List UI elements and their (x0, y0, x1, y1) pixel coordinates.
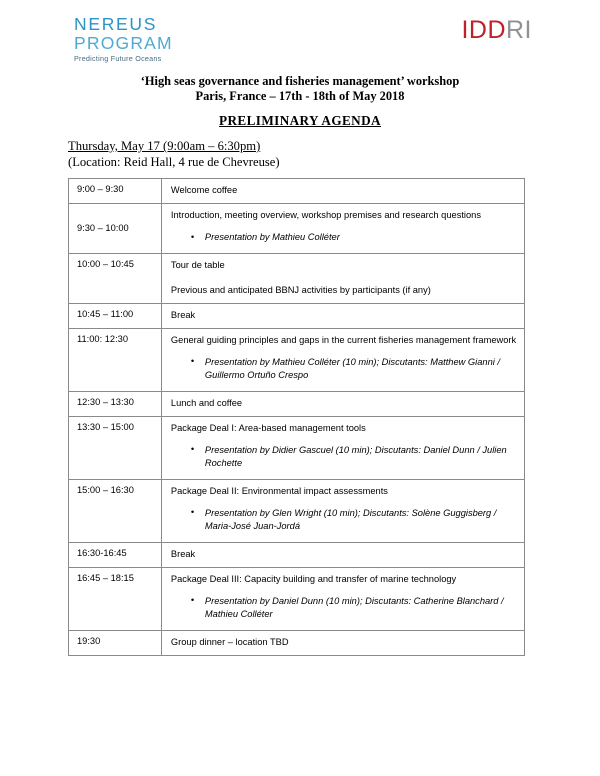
agenda-row-bullet-list (171, 356, 518, 383)
agenda-row (69, 391, 525, 416)
agenda-row-time: 12:30 – 13:30 (69, 391, 162, 416)
agenda-row-description (161, 179, 524, 204)
agenda-row-bullet-item: • Presentation by Mathieu Colléter (205, 231, 518, 245)
agenda-row (69, 303, 525, 328)
agenda-row-time: 9:00 – 9:30 (69, 179, 162, 204)
nereus-program-logo (74, 16, 173, 62)
agenda-row-time: 19:30 (69, 630, 162, 655)
agenda-row-description (161, 630, 524, 655)
agenda-row-time: 10:00 – 10:45 (69, 253, 162, 303)
agenda-row-time: 9:30 – 10:00 (69, 204, 162, 254)
agenda-row-bullet-list (171, 444, 518, 471)
agenda-row-bullet-item: • Presentation by Didier Gascuel (10 min); Discutants: Daniel Dunn / Julien Rochette (205, 444, 518, 471)
agenda-row-time: 16:30-16:45 (69, 542, 162, 567)
document-title (0, 74, 600, 104)
iddri-logo-red-part: IDD (461, 16, 506, 44)
agenda-row-bullet-item: • Presentation by Mathieu Colléter (10 min); Discutants: Matthew Gianni / Guillermo Ortuño Crespo (205, 356, 518, 383)
agenda-row-description (161, 542, 524, 567)
agenda-row-description (161, 391, 524, 416)
agenda-row-main-text: Tour de table (170, 259, 225, 270)
agenda-row-bullet-list (171, 231, 518, 245)
agenda-row-time: 10:45 – 11:00 (69, 303, 162, 328)
agenda-row-bullet-list (171, 507, 518, 534)
agenda-row-time: 15:00 – 16:30 (69, 479, 162, 542)
agenda-row-description (161, 416, 524, 479)
agenda-row-description (161, 479, 524, 542)
agenda-row-main-text: Package Deal I: Area-based management tools (170, 422, 366, 433)
document-title-line1: ‘High seas governance and fisheries management’ workshop (140, 74, 460, 88)
agenda-row-description (161, 328, 524, 391)
agenda-row-main-text: Package Deal II: Environmental impact assessments (170, 485, 388, 496)
agenda-row-secondary-text: Previous and anticipated BBNJ activities by participants (if any) (170, 284, 431, 295)
agenda-heading-text: PRELIMINARY AGENDA (219, 113, 381, 128)
agenda-row (69, 542, 525, 567)
agenda-row-main-text: Break (170, 309, 196, 320)
agenda-row-time: 16:45 – 18:15 (69, 567, 162, 630)
agenda-heading (0, 113, 600, 129)
agenda-row-bullet-item: • Presentation by Daniel Dunn (10 min); Discutants: Catherine Blanchard / Mathieu Colléter (205, 595, 518, 622)
iddri-logo-gray-part: RI (506, 16, 532, 44)
agenda-row (69, 179, 525, 204)
agenda-row (69, 253, 525, 303)
agenda-row-time: 11:00: 12:30 (69, 328, 162, 391)
day-info (68, 138, 280, 170)
agenda-row (69, 204, 525, 254)
agenda-row-time: 13:30 – 15:00 (69, 416, 162, 479)
nereus-logo-tagline: Predicting Future Oceans (74, 54, 162, 63)
agenda-row-main-text: Package Deal III: Capacity building and transfer of marine technology (170, 573, 457, 584)
agenda-row (69, 328, 525, 391)
agenda-row-main-text: General guiding principles and gaps in the current fisheries management framework (170, 334, 517, 345)
agenda-row (69, 567, 525, 630)
agenda-row-description (161, 567, 524, 630)
document-header (0, 12, 600, 72)
agenda-row-description (161, 204, 524, 254)
agenda-table (68, 178, 525, 656)
agenda-row-main-text: Group dinner – location TBD (170, 636, 289, 647)
agenda-row (69, 416, 525, 479)
nereus-logo-line1: NEREUS (74, 14, 158, 34)
agenda-row-main-text: Introduction, meeting overview, workshop premises and research questions (170, 210, 481, 220)
agenda-row (69, 479, 525, 542)
agenda-row-main-text: Break (170, 548, 196, 559)
agenda-row (69, 630, 525, 655)
document-title-line2: Paris, France – 17th - 18th of May 2018 (195, 89, 405, 103)
agenda-table-body (69, 179, 525, 656)
day-info-date: Thursday, May 17 (9:00am – 6:30pm) (68, 139, 261, 153)
agenda-row-description (161, 253, 524, 303)
agenda-row-bullet-item: • Presentation by Glen Wright (10 min); Discutants: Solène Guggisberg / Maria-José Juan-Jordá (205, 507, 518, 534)
agenda-row-main-text: Lunch and coffee (170, 397, 243, 408)
agenda-row-bullet-list (171, 595, 518, 622)
nereus-logo-line2: PROGRAM (74, 32, 173, 53)
day-info-location: (Location: Reid Hall, 4 rue de Chevreuse) (68, 155, 280, 169)
agenda-row-description (161, 303, 524, 328)
iddri-logo (461, 18, 532, 43)
agenda-row-main-text: Welcome coffee (170, 185, 238, 195)
